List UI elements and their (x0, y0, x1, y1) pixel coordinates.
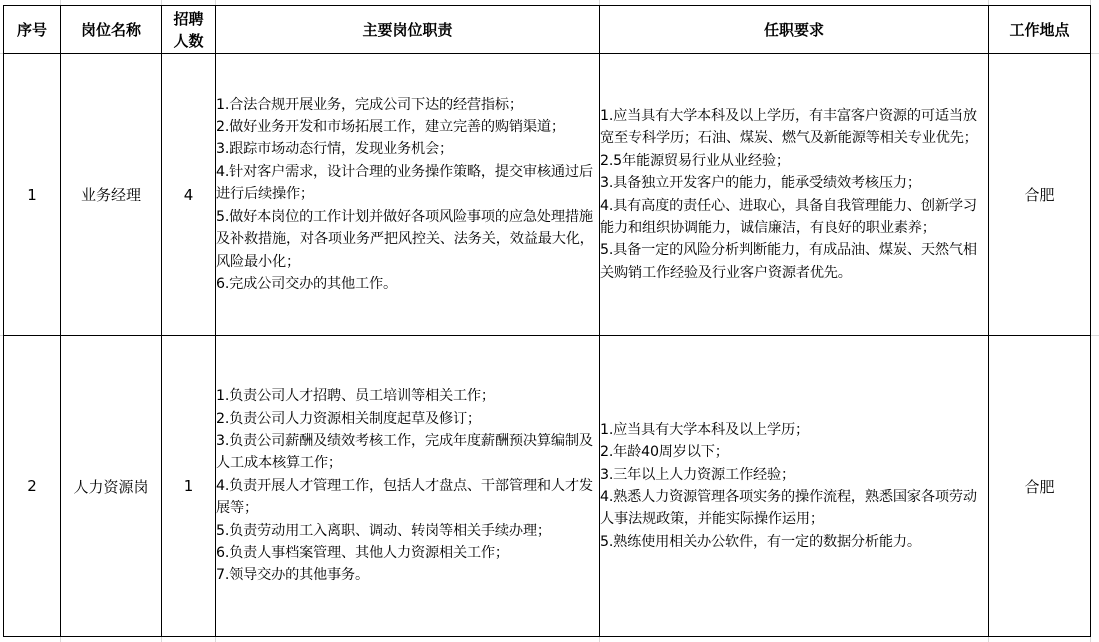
table-row (4, 54, 1091, 336)
cell-requirements (600, 54, 989, 336)
header-duties: 主要岗位职责 (216, 6, 600, 54)
header-headcount (162, 6, 216, 54)
duty-item: 3.跟踪市场动态行情，发现业务机会； (216, 141, 453, 158)
cell-location: 合肥 (989, 54, 1091, 336)
cell-position: 业务经理 (61, 54, 162, 336)
job-postings-table (3, 5, 1091, 637)
duty-item: 6.完成公司交办的其他工作。 (216, 275, 397, 292)
cell-location: 合肥 (989, 336, 1091, 637)
duty-item: 2.做好业务开发和市场拓展工作，建立完善的购销渠道； (216, 119, 565, 136)
cell-index: 1 (4, 54, 61, 336)
requirement-item: 4.熟悉人力资源管理各项实务的操作流程，熟悉国家各项劳动人事法规政策，并能实际操作运用； (600, 489, 977, 528)
table-row (4, 336, 1091, 637)
header-headcount-line1: 招聘 (173, 9, 204, 28)
cell-position: 人力资源岗 (61, 336, 162, 637)
duty-item: 4.负责开展人才管理工作，包括人才盘点、干部管理和人才发展等； (216, 477, 593, 517)
duty-item: 1.合法合规开展业务，完成公司下达的经营指标； (216, 96, 523, 113)
header-row (4, 6, 1091, 54)
header-index: 序号 (4, 6, 61, 54)
duty-item: 5.负责劳动用工入离职、调动、转岗等相关手续办理； (216, 522, 551, 539)
duty-item: 6.负责人事档案管理、其他人力资源相关工作； (216, 545, 509, 562)
duty-item: 7.领导交办的其他事务。 (216, 567, 370, 584)
requirement-item: 5.具备一定的风险分析判断能力，有成品油、煤炭、天然气相关购销工作经验及行业客户资源者优先。 (600, 242, 977, 281)
cell-duties (216, 336, 600, 637)
cell-requirements (600, 336, 989, 637)
cell-headcount: 1 (162, 336, 216, 637)
requirement-item: 3.具备独立开发客户的能力，能承受绩效考核压力； (600, 175, 921, 192)
cell-index: 2 (4, 336, 61, 637)
duty-item: 2.负责公司人力资源相关制度起草及修订； (216, 410, 481, 427)
requirement-item: 3.三年以上人力资源工作经验； (600, 466, 795, 483)
requirement-item: 5.熟练使用相关办公软件，有一定的数据分析能力。 (600, 533, 921, 550)
cell-duties (216, 54, 600, 336)
requirement-item: 1.应当具有大学本科及以上学历； (600, 421, 809, 438)
header-location: 工作地点 (989, 6, 1091, 54)
requirement-item: 1.应当具有大学本科及以上学历，有丰富客户资源的可适当放宽至专科学历；石油、煤炭、燃气及新能源等相关专业优先； (600, 107, 978, 147)
duty-item: 4.针对客户需求，设计合理的业务操作策略，提交审核通过后进行后续操作； (216, 163, 593, 203)
requirement-item: 2.年龄40周岁以下； (600, 444, 729, 461)
requirement-item: 2.5年能源贸易行业从业经验； (600, 152, 790, 169)
duty-item: 1.负责公司人才招聘、员工培训等相关工作； (216, 388, 495, 405)
cell-headcount: 4 (162, 54, 216, 336)
header-position: 岗位名称 (61, 6, 162, 54)
duty-item: 5.做好本岗位的工作计划并做好各项风险事项的应急处理措施及补救措施，对各项业务严把风控关、法务关，效益最大化，风险最小化； (216, 208, 594, 270)
header-headcount-line2: 人数 (173, 31, 204, 50)
requirement-item: 4.具有高度的责任心、进取心，具备自我管理能力、创新学习能力和组织协调能力，诚信廉洁，有良好的职业素养； (600, 197, 977, 236)
header-requirements: 任职要求 (600, 6, 989, 54)
duty-item: 3.负责公司薪酬及绩效考核工作，完成年度薪酬预决算编制及人工成本核算工作； (216, 432, 593, 472)
